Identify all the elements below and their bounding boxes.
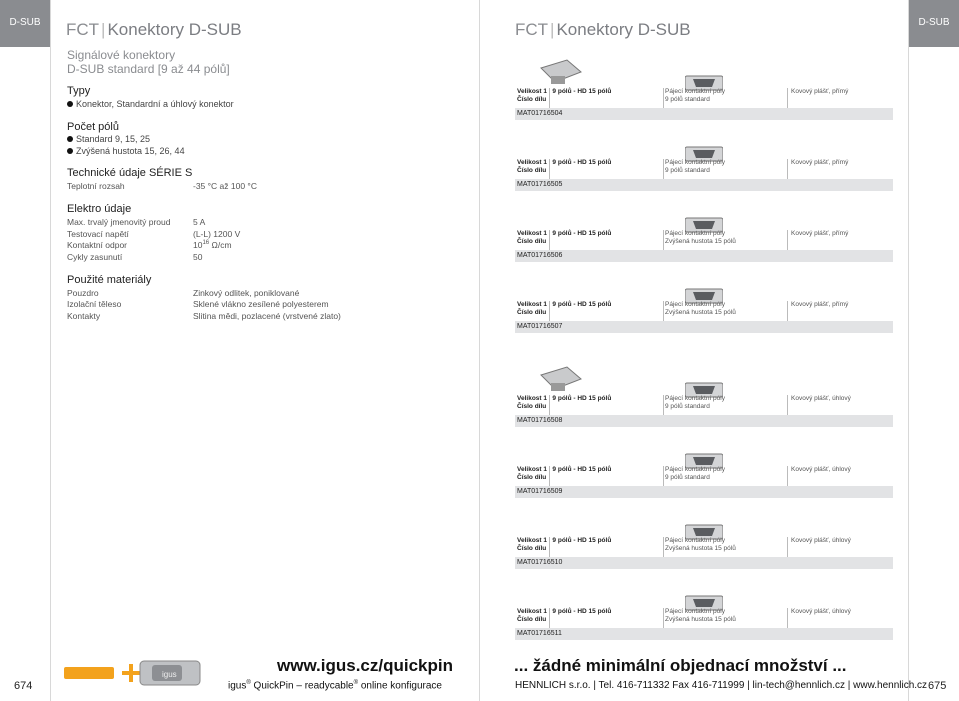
section-tab-right: D-SUB [909, 0, 959, 47]
page-gutter [479, 0, 480, 701]
product-row [515, 200, 893, 270]
material-row [67, 311, 347, 321]
shell-type: Kovový plášť, úhlový [791, 608, 851, 615]
product-contact [665, 608, 736, 624]
product-size: Velikost 1 [517, 88, 547, 95]
product-poles: 9 pólů - HD 15 pólů [552, 466, 612, 473]
tech-key: Teplotní rozsah [67, 181, 125, 191]
contact-type: Pájecí kontaktní póly [665, 608, 725, 615]
product-contact [665, 466, 725, 482]
elec-value: 50 [193, 252, 203, 262]
igus-word: igus [228, 680, 247, 692]
poles-heading: Počet pólů [67, 121, 119, 133]
part-number: MAT01716507 [515, 321, 893, 333]
material-key: Kontakty [67, 311, 101, 321]
product-info [517, 608, 611, 624]
product-poles: 9 pólů - HD 15 pólů [552, 395, 612, 402]
contact-type: Pájecí kontaktní póly [665, 537, 725, 544]
reg-mark: ® [353, 680, 359, 686]
footer-url: www.igus.cz/quickpin [277, 656, 454, 675]
reg-mark: ® [246, 680, 251, 686]
footer-tagline: ... žádné minimální objednací množství ... [514, 656, 847, 675]
product-poles: 9 pólů - HD 15 pólů [552, 537, 612, 544]
product-size: Velikost 1 [517, 608, 547, 615]
material-value: Zinkový odlitek, poniklované [193, 288, 300, 298]
poles-item: Zvýšená hustota 15, 26, 44 [67, 146, 185, 156]
material-row [67, 299, 347, 309]
product-row [515, 578, 893, 648]
subtitle-line-2: D-SUB standard [9 až 44 pólů] [67, 62, 230, 76]
brand-fct: FCT [66, 20, 100, 39]
part-number-label: Číslo dílu [517, 238, 547, 245]
part-number: MAT01716510 [515, 557, 893, 569]
page-title-right [515, 20, 691, 40]
material-key: Pouzdro [67, 288, 99, 298]
product-poles: 9 pólů - HD 15 pólů [552, 88, 612, 95]
product-info [517, 159, 611, 175]
variant-type: Zvýšená hustota 15 pólů [665, 545, 736, 552]
variant-type: 9 pólů standard [665, 474, 710, 481]
product-contact [665, 159, 725, 175]
elec-key: Cykly zasunutí [67, 252, 123, 262]
part-number-label: Číslo dílu [517, 474, 547, 481]
product-size: Velikost 1 [517, 230, 547, 237]
page-number-left: 674 [14, 680, 33, 692]
variant-type: 9 pólů standard [665, 403, 710, 410]
elec-key: Kontaktní odpor [67, 240, 128, 250]
product-contact [665, 230, 736, 246]
connector-angled-photo [537, 58, 585, 88]
logo-text: igus [162, 670, 177, 679]
title-text: Konektory D-SUB [556, 20, 691, 39]
material-row [67, 288, 347, 298]
product-contact [665, 301, 736, 317]
product-row [515, 58, 893, 128]
contact-type: Pájecí kontaktní póly [665, 466, 725, 473]
quickpin-cable-image [64, 657, 209, 689]
product-info [517, 301, 611, 317]
product-info [517, 88, 611, 104]
contact-type: Pájecí kontaktní póly [665, 159, 725, 166]
subtitle [67, 48, 230, 76]
contact-type: Pájecí kontaktní póly [665, 88, 725, 95]
product-row [515, 365, 893, 435]
elec-value: 10 [193, 240, 203, 250]
page-divider-right [908, 0, 909, 701]
title-separator: | [101, 20, 106, 39]
contact-type: Pájecí kontaktní póly [665, 301, 725, 308]
page-number-right: 675 [928, 680, 947, 692]
elec-row [67, 229, 347, 239]
elec-unit: Ω/cm [209, 240, 232, 250]
tech-heading: Technické údaje SÉRIE S [67, 167, 193, 179]
part-number: MAT01716504 [515, 108, 893, 120]
page-title-left [66, 20, 242, 40]
part-number-label: Číslo dílu [517, 96, 547, 103]
shell-type: Kovový plášť, úhlový [791, 395, 851, 402]
quickpin-text: QuickPin – readycable [250, 680, 354, 692]
contact-type: Pájecí kontaktní póly [665, 230, 725, 237]
product-row [515, 129, 893, 199]
product-poles: 9 pólů - HD 15 pólů [552, 230, 612, 237]
shell-type: Kovový plášť, přímý [791, 301, 849, 308]
product-size: Velikost 1 [517, 159, 547, 166]
elec-heading: Elektro údaje [67, 203, 132, 215]
part-number-label: Číslo dílu [517, 616, 547, 623]
variant-type: Zvýšená hustota 15 pólů [665, 309, 736, 316]
product-size: Velikost 1 [517, 537, 547, 544]
title-text: Konektory D-SUB [107, 20, 242, 39]
part-number-label: Číslo dílu [517, 403, 547, 410]
variant-type: 9 pólů standard [665, 167, 710, 174]
contact-type: Pájecí kontaktní póly [665, 395, 725, 402]
product-info [517, 537, 611, 553]
shell-type: Kovový plášť, přímý [791, 88, 849, 95]
product-contact [665, 395, 725, 411]
footer-quickpin-line [228, 680, 442, 691]
shell-type: Kovový plášť, úhlový [791, 537, 851, 544]
part-number: MAT01716506 [515, 250, 893, 262]
material-value: Slitina mědi, pozlacené (vrstvené zlato) [193, 311, 341, 321]
shell-type: Kovový plášť, přímý [791, 159, 849, 166]
elec-exponent: 16 [202, 240, 210, 247]
part-number: MAT01716508 [515, 415, 893, 427]
shell-type: Kovový plášť, přímý [791, 230, 849, 237]
elec-row [67, 252, 347, 262]
part-number-label: Číslo dílu [517, 545, 547, 552]
product-row [515, 271, 893, 341]
tech-value: -35 °C až 100 °C [193, 181, 257, 191]
elec-value: 5 A [193, 217, 206, 227]
part-number: MAT01716505 [515, 179, 893, 191]
variant-type: Zvýšená hustota 15 pólů [665, 238, 736, 245]
product-size: Velikost 1 [517, 301, 547, 308]
brand-fct: FCT [515, 20, 549, 39]
part-number-label: Číslo dílu [517, 309, 547, 316]
subtitle-line-1: Signálové konektory [67, 48, 176, 62]
elec-key: Testovací napětí [67, 229, 129, 239]
part-number-label: Číslo dílu [517, 167, 547, 174]
configurator-text: online konfigurace [358, 680, 442, 692]
product-row [515, 436, 893, 506]
elec-key: Max. trvalý jmenovitý proud [67, 217, 171, 227]
poles-item: Standard 9, 15, 25 [67, 134, 150, 144]
orange-cable [64, 667, 114, 679]
elec-row [67, 217, 347, 227]
footer-contact: HENNLICH s.r.o. | Tel. 416-711332 Fax 416-711999 | lin-tech@hennlich.cz | www.hennlich.cz [515, 680, 928, 691]
part-number: MAT01716511 [515, 628, 893, 640]
product-row [515, 507, 893, 577]
tech-row [67, 181, 347, 191]
material-value: Sklené vlákno zesílené polyesterem [193, 299, 329, 309]
connector-angled-photo [537, 365, 585, 395]
title-separator: | [550, 20, 555, 39]
product-size: Velikost 1 [517, 466, 547, 473]
materials-heading: Použité materiály [67, 274, 152, 286]
plus-vertical [129, 664, 133, 682]
product-info [517, 230, 611, 246]
elec-row [67, 240, 347, 250]
product-poles: 9 pólů - HD 15 pólů [552, 608, 612, 615]
part-number: MAT01716509 [515, 486, 893, 498]
types-item: Konektor, Standardní a úhlový konektor [67, 99, 234, 109]
product-poles: 9 pólů - HD 15 pólů [552, 159, 612, 166]
variant-type: 9 pólů standard [665, 96, 710, 103]
shell-type: Kovový plášť, úhlový [791, 466, 851, 473]
page-divider-left [50, 0, 51, 701]
variant-type: Zvýšená hustota 15 pólů [665, 616, 736, 623]
material-key: Izolační těleso [67, 299, 122, 309]
types-heading: Typy [67, 85, 91, 97]
product-poles: 9 pólů - HD 15 pólů [552, 301, 612, 308]
elec-value: (L-L) 1200 V [193, 229, 241, 239]
product-info [517, 395, 611, 411]
product-contact [665, 537, 736, 553]
section-tab-left: D-SUB [0, 0, 50, 47]
product-contact [665, 88, 725, 104]
product-size: Velikost 1 [517, 395, 547, 402]
product-info [517, 466, 611, 482]
